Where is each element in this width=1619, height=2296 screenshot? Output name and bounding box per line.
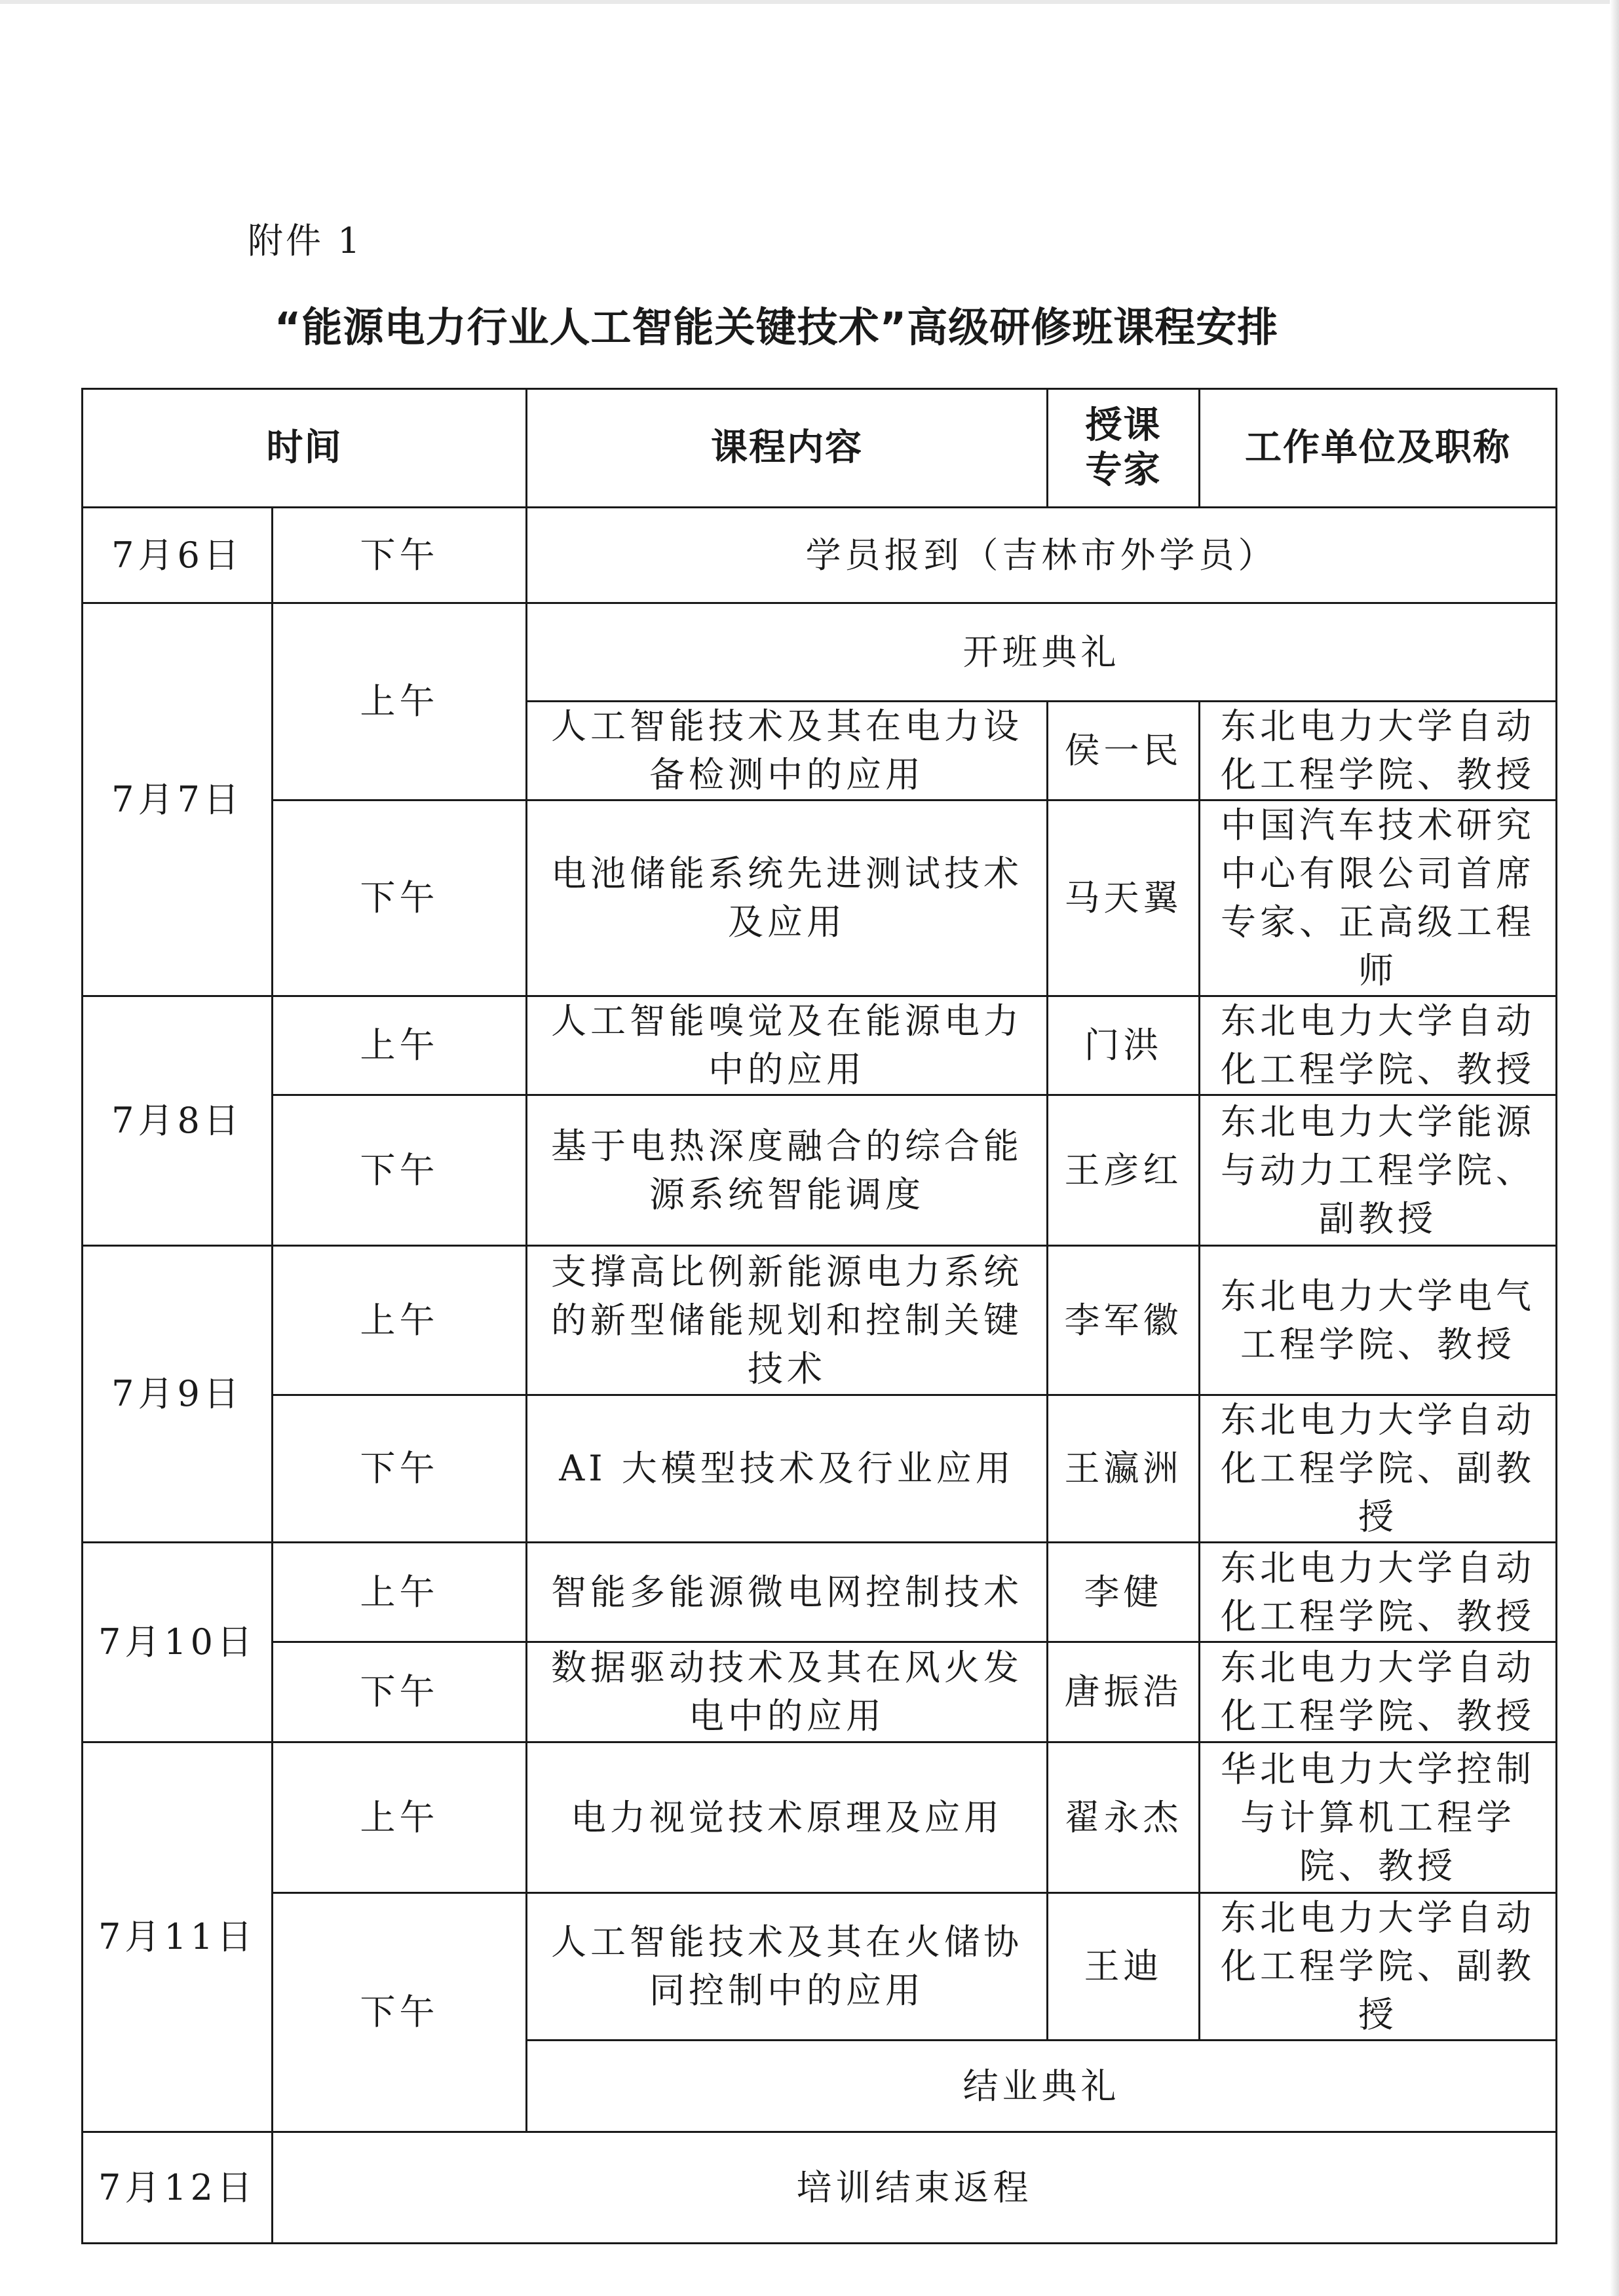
attachment-label: 附件 1: [248, 220, 363, 261]
affiliation-cell: 东北电力大学自动化工程学院、教授: [1200, 702, 1557, 800]
course-cell: AI 大模型技术及行业应用: [527, 1395, 1048, 1543]
lecturer-cell: 侯一民: [1048, 702, 1200, 800]
registration-cell: 学员报到（吉林市外学员）: [527, 508, 1557, 603]
table-header-row: [83, 389, 1557, 508]
date-cell: 7月8日: [83, 996, 273, 1246]
course-cell: 支撑高比例新能源电力系统的新型储能规划和控制关键技术: [527, 1246, 1048, 1395]
session-cell: 上午: [273, 1246, 527, 1395]
table-row: [83, 1246, 1557, 1395]
opening-ceremony-cell: 开班典礼: [527, 603, 1557, 702]
course-cell: 人工智能技术及其在火储协同控制中的应用: [527, 1893, 1048, 2041]
table-row: [83, 1642, 1557, 1742]
session-cell: 上午: [273, 603, 527, 800]
course-cell: 人工智能技术及其在电力设备检测中的应用: [527, 702, 1048, 800]
schedule-table: [81, 388, 1557, 2244]
table-row: [83, 1095, 1557, 1246]
date-cell: 7月6日: [83, 508, 273, 603]
lecturer-cell: 门洪: [1048, 996, 1200, 1095]
session-cell: 下午: [273, 1642, 527, 1742]
course-cell: 基于电热深度融合的综合能源系统智能调度: [527, 1095, 1048, 1246]
session-cell: 上午: [273, 1742, 527, 1893]
header-affiliation: 工作单位及职称: [1200, 389, 1557, 508]
affiliation-cell: 东北电力大学自动化工程学院、副教授: [1200, 1395, 1557, 1543]
header-lecturer-line2: 专家: [1085, 449, 1162, 491]
session-cell: 下午: [273, 1095, 527, 1246]
affiliation-cell: 中国汽车技术研究中心有限公司首席专家、正高级工程师: [1200, 800, 1557, 996]
course-cell: 数据驱动技术及其在风火发电中的应用: [527, 1642, 1048, 1742]
session-cell: 下午: [273, 508, 527, 603]
course-cell: 智能多能源微电网控制技术: [527, 1543, 1048, 1642]
date-cell: 7月11日: [83, 1742, 273, 2132]
affiliation-cell: 东北电力大学自动化工程学院、教授: [1200, 996, 1557, 1095]
header-lecturer: [1048, 389, 1200, 508]
header-lecturer-line1: 授课: [1085, 404, 1162, 447]
page-edge: [1610, 0, 1619, 2296]
table-row: [83, 508, 1557, 603]
table-row: [83, 1893, 1557, 2041]
session-cell: 下午: [273, 1893, 527, 2132]
session-cell: 下午: [273, 1395, 527, 1543]
affiliation-cell: 东北电力大学自动化工程学院、教授: [1200, 1642, 1557, 1742]
table-row: [83, 603, 1557, 702]
page-edge: [0, 0, 1619, 4]
return-cell: 培训结束返程: [273, 2132, 1557, 2244]
header-content: 课程内容: [527, 389, 1048, 508]
affiliation-cell: 华北电力大学控制与计算机工程学院、教授: [1200, 1742, 1557, 1893]
closing-ceremony-cell: 结业典礼: [527, 2041, 1557, 2132]
course-cell: 人工智能嗅觉及在能源电力中的应用: [527, 996, 1048, 1095]
affiliation-cell: 东北电力大学能源与动力工程学院、副教授: [1200, 1095, 1557, 1246]
lecturer-cell: 马天翼: [1048, 800, 1200, 996]
lecturer-cell: 李军徽: [1048, 1246, 1200, 1395]
table-row: [83, 1395, 1557, 1543]
date-cell: 7月9日: [83, 1246, 273, 1543]
affiliation-cell: 东北电力大学电气工程学院、教授: [1200, 1246, 1557, 1395]
page-title: “能源电力行业人工智能关键技术”高级研修班课程安排: [274, 303, 1279, 351]
header-time: 时间: [83, 389, 527, 508]
table-row: [83, 1742, 1557, 1893]
lecturer-cell: 翟永杰: [1048, 1742, 1200, 1893]
lecturer-cell: 王彦红: [1048, 1095, 1200, 1246]
lecturer-cell: 王迪: [1048, 1893, 1200, 2041]
date-cell: 7月10日: [83, 1543, 273, 1742]
date-cell: 7月12日: [83, 2132, 273, 2244]
table-row: [83, 996, 1557, 1095]
session-cell: 下午: [273, 800, 527, 996]
date-cell: 7月7日: [83, 603, 273, 996]
affiliation-cell: 东北电力大学自动化工程学院、副教授: [1200, 1893, 1557, 2041]
table-row: [83, 800, 1557, 996]
table-row: [83, 2132, 1557, 2244]
course-cell: 电力视觉技术原理及应用: [527, 1742, 1048, 1893]
lecturer-cell: 唐振浩: [1048, 1642, 1200, 1742]
affiliation-cell: 东北电力大学自动化工程学院、教授: [1200, 1543, 1557, 1642]
lecturer-cell: 李健: [1048, 1543, 1200, 1642]
lecturer-cell: 王瀛洲: [1048, 1395, 1200, 1543]
session-cell: 上午: [273, 1543, 527, 1642]
session-cell: 上午: [273, 996, 527, 1095]
table-row: [83, 1543, 1557, 1642]
course-cell: 电池储能系统先进测试技术及应用: [527, 800, 1048, 996]
